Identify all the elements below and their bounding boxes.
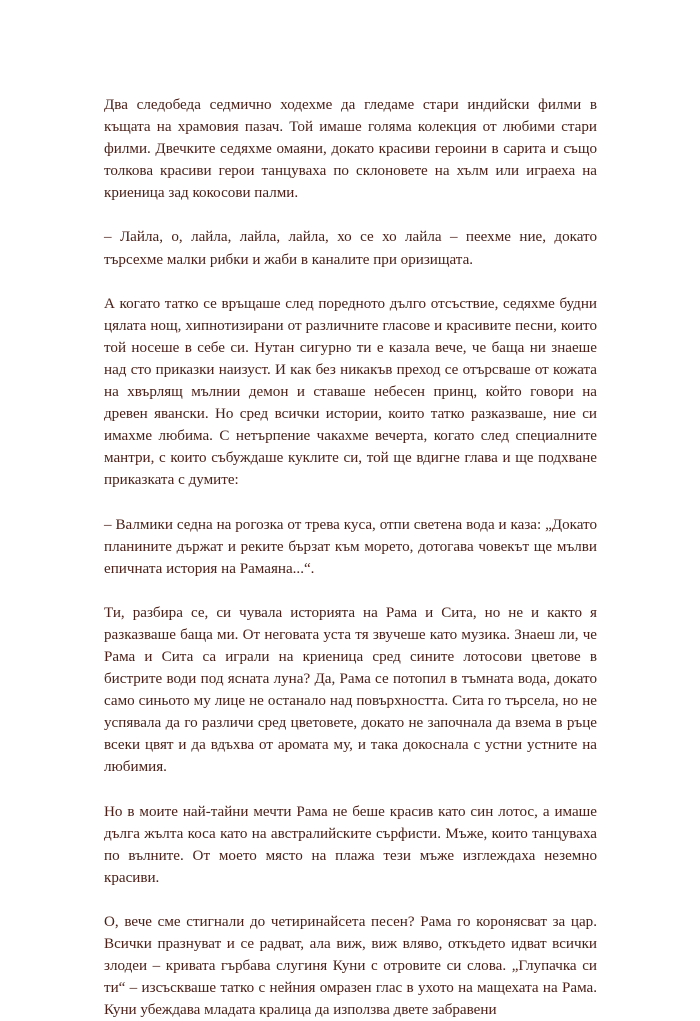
body-text bbox=[104, 94, 597, 1021]
paragraph-3: А когато татко се връщаше след поредното дълго отсъствие, седяхме будни цялата нощ, хипнотизирани от различните гласове и красивите песни, които той носеше в себе си. Нутан сигурно ти е казала вече, че баща ни знаеше над сто приказки наизуст. И как без никакъв преход се отърсваше от кожата на хвърлящ мълнии демон и ставаше небесен принц, който говори на древен явански. Но сред всички истории, които татко разказваше, ние си имахме любима. С нетърпение чакахме вечерта, когато след специалните мантри, с които събуждаше куклите си, той ще вдигне глава и ще подхване приказката с думите: bbox=[104, 295, 597, 489]
paragraph-7: О, вече сме стигнали до четиринайсета песен? Рама го коронясват за цар. Всички празнуват и се радват, ала виж, виж вляво, откъдето идват всички злодеи – кривата гърбава слугиня Куни с отровите си слова. „Глупачка си ти“ – изсъскваше татко с нейния омразен глас в ухото на мащехата на Рама. Куни убеждава младата кралица да използва двете забравени bbox=[104, 913, 597, 1019]
paragraph-2: – Лайла, о, лайла, лайла, лайла, хо се хо лайла – пеехме ние, докато търсехме малки рибки и жаби в каналите при оризищата. bbox=[104, 229, 597, 268]
paragraph-6: Но в моите най-тайни мечти Рама не беше красив като син лотос, а имаше дълга жълта коса като на австралийските сърфисти. Мъже, които танцуваха по вълните. От моето място на плажа тези мъже изглеждаха неземно красиви. bbox=[104, 803, 597, 886]
paragraph-1: Два следобеда седмично ходехме да гледаме стари индийски филми в къщата на храмовия пазач. Той имаше голяма колекция от любими стари филми. Двечките седяхме омаяни, докато красиви героини в сарита и също толкова красиви герои танцуваха по склоновете на хълм или играеха на криеница зад кокосови палми. bbox=[104, 97, 597, 202]
paragraph-5: Ти, разбира се, си чувала историята на Рама и Сита, но не и както я разказваше баща ми. От неговата уста тя звучеше като музика. Знаеш ли, че Рама и Сита са играли на криеница сред сините лотосови цветове в бистрите води под ясната луна? Да, Рама се потопил в тъмната вода, докато само синьото му лице не останало над повърхността. Сита го търсела, но не успявала да го различи сред цветовете, докато не започнала да взема в ръце всеки цвят и да вдъхва от аромата му, и така докоснала с устни устните на любимия. bbox=[104, 604, 597, 776]
paragraph-4: – Валмики седна на рогозка от трева куса, отпи светена вода и каза: „Докато планините държат и реките бързат към морето, дотогава човекът ще мълви епичната история на Рамаяна...“. bbox=[104, 516, 597, 577]
